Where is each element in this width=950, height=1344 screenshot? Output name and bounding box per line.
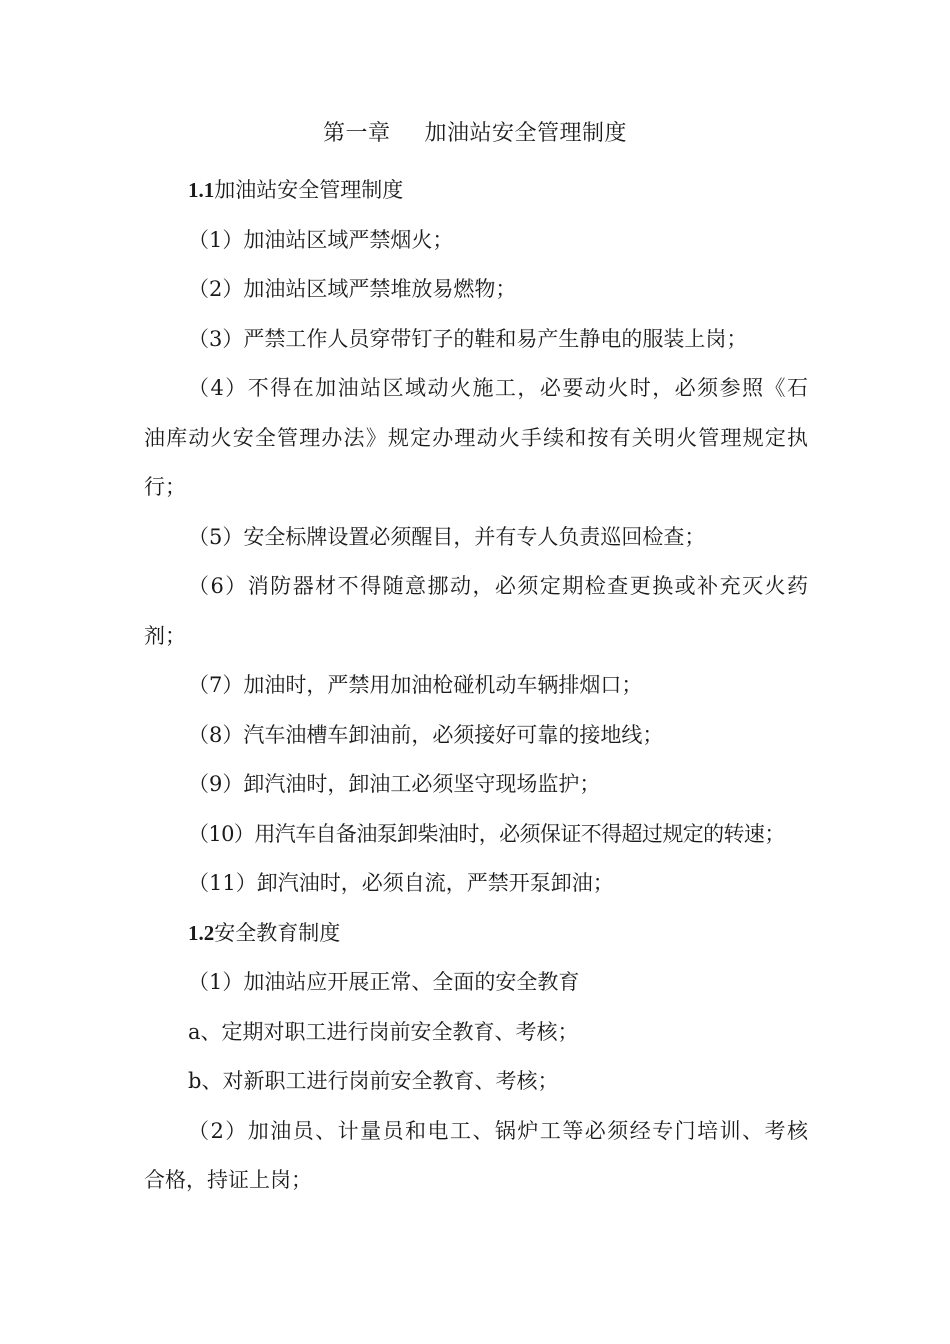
section-heading-1-2	[144, 909, 808, 959]
paragraph: （1）加油站区域严禁烟火；	[188, 227, 454, 252]
section-heading-text: 加油站安全管理制度	[214, 178, 404, 202]
chapter-name: 加油站安全管理制度	[424, 121, 628, 146]
paragraph: （8）汽车油槽车卸油前，必须接好可靠的接地线；	[188, 722, 664, 747]
section-heading-text: 安全教育制度	[214, 920, 341, 945]
paragraph: （4）不得在加油站区域动火施工，必要动火时，必须参照《石	[188, 376, 808, 400]
chapter-number: 第一章	[322, 121, 391, 146]
paragraph: （9）卸汽油时，卸油工必须坚守现场监护；	[188, 772, 601, 796]
paragraph: （11）卸汽油时，必须自流，严禁开泵卸油；	[188, 871, 614, 895]
document-body	[144, 166, 808, 1206]
paragraph: （2）加油员、计量员和电工、锅炉工等必须经专门培训、考核	[188, 1118, 808, 1143]
paragraph: a、定期对职工进行岗前安全教育、考核；	[188, 1019, 579, 1044]
paragraph-continuation: 行；	[144, 475, 186, 499]
paragraph: b、对新职工进行岗前安全教育、考核；	[188, 1069, 559, 1093]
paragraph: （6）消防器材不得随意挪动，必须定期检查更换或补充灭火药	[188, 574, 808, 598]
paragraph-continuation: 合格，持证上岗；	[144, 1168, 312, 1192]
paragraph-continuation: 油库动火安全管理办法》规定办理动火手续和按有关明火管理规定执	[144, 425, 808, 450]
paragraph: （5）安全标牌设置必须醒目，并有专人负责巡回检查；	[188, 524, 706, 549]
paragraph: （2）加油站区域严禁堆放易燃物；	[188, 277, 517, 301]
section-heading-1-1	[144, 166, 808, 216]
chapter-title	[0, 116, 950, 152]
section-number: 1.2	[188, 920, 215, 945]
paragraph: （10）用汽车自备油泵卸柴油时，必须保证不得超过规定的转速；	[188, 821, 785, 846]
section-number: 1.1	[188, 178, 215, 202]
paragraph: （1）加油站应开展正常、全面的安全教育	[188, 970, 580, 994]
paragraph-continuation: 剂；	[144, 623, 186, 648]
paragraph: （7）加油时，严禁用加油枪碰机动车辆排烟口；	[188, 673, 643, 697]
paragraph: （3）严禁工作人员穿带钉子的鞋和易产生静电的服装上岗；	[188, 326, 748, 351]
